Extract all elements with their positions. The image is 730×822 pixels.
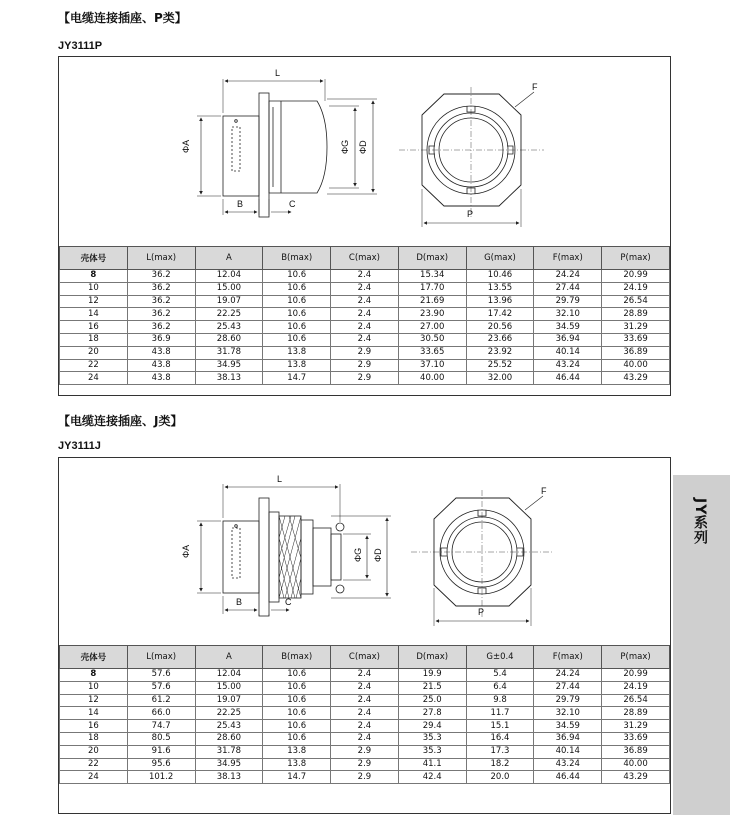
table-cell: 31.29	[602, 720, 670, 733]
table-cell: 35.3	[398, 732, 466, 745]
table-cell: 11.7	[466, 707, 534, 720]
table-cell: 38.13	[195, 372, 263, 385]
table-cell: 31.78	[195, 346, 263, 359]
table-cell: 26.54	[602, 295, 670, 308]
table-row	[60, 359, 670, 372]
table-cell: 43.24	[534, 758, 602, 771]
table-cell: 74.7	[127, 720, 195, 733]
table-cell: 2.9	[331, 771, 399, 784]
table-row	[60, 707, 670, 720]
table-cell: 2.4	[331, 669, 399, 682]
table-cell: 10.6	[263, 295, 331, 308]
table-cell: 24	[60, 771, 128, 784]
table-cell: 34.59	[534, 720, 602, 733]
table-cell: 20.56	[466, 321, 534, 334]
table-cell: 2.4	[331, 270, 399, 283]
table-cell: 35.3	[398, 745, 466, 758]
table-cell: 10.6	[263, 669, 331, 682]
column-header: D(max)	[398, 646, 466, 669]
flange	[259, 498, 269, 616]
table-cell: 36.2	[127, 295, 195, 308]
table-cell: 33.69	[602, 333, 670, 346]
table-cell: 31.78	[195, 745, 263, 758]
table-cell: 43.8	[127, 346, 195, 359]
table-cell: 2.9	[331, 758, 399, 771]
table-cell: 101.2	[127, 771, 195, 784]
table-cell: 24.24	[534, 270, 602, 283]
table-cell: 24	[60, 372, 128, 385]
table-cell: 19.9	[398, 669, 466, 682]
table-cell: 15.34	[398, 270, 466, 283]
flange	[259, 93, 269, 217]
section1-title: 【电缆连接插座、P类】	[58, 11, 187, 25]
column-header: F(max)	[534, 247, 602, 270]
table-cell: 25.43	[195, 321, 263, 334]
label-G: ΦG	[340, 139, 350, 154]
table-cell: 66.0	[127, 707, 195, 720]
table-cell: 18	[60, 732, 128, 745]
table-cell: 33.69	[602, 732, 670, 745]
table-cell: 20	[60, 745, 128, 758]
table-cell: 46.44	[534, 372, 602, 385]
table-cell: 40.14	[534, 346, 602, 359]
table-cell: 2.4	[331, 720, 399, 733]
table-cell: 15.00	[195, 681, 263, 694]
column-header: A	[195, 247, 263, 270]
table-cell: 32.00	[466, 372, 534, 385]
table-cell: 2.9	[331, 372, 399, 385]
label-A: ΦA	[181, 544, 191, 558]
table-cell: 24.24	[534, 669, 602, 682]
table-cell: 80.5	[127, 732, 195, 745]
table-header-row	[60, 646, 670, 669]
table-cell: 28.89	[602, 707, 670, 720]
table-cell: 36.94	[534, 333, 602, 346]
table-cell: 13.96	[466, 295, 534, 308]
table-cell: 2.4	[331, 282, 399, 295]
table-cell: 13.8	[263, 758, 331, 771]
table-cell: 8	[60, 270, 128, 283]
table-cell: 13.8	[263, 346, 331, 359]
table-row	[60, 758, 670, 771]
rear-body	[223, 116, 259, 196]
table-header-row	[60, 247, 670, 270]
label-P: P	[467, 209, 474, 219]
table-cell: 20	[60, 346, 128, 359]
table-cell: 8	[60, 669, 128, 682]
column-header: L(max)	[127, 646, 195, 669]
label-L: L	[277, 474, 283, 484]
table-cell: 43.8	[127, 359, 195, 372]
table-cell: 25.43	[195, 720, 263, 733]
label-B: B	[236, 597, 243, 607]
column-header: G(max)	[466, 247, 534, 270]
table-cell: 95.6	[127, 758, 195, 771]
table-cell: 13.8	[263, 745, 331, 758]
section2-title: 【电缆连接插座、J类】	[58, 414, 183, 428]
column-header: 壳体号	[60, 646, 128, 669]
front-shell	[269, 101, 327, 193]
section2-panel	[58, 457, 671, 814]
table-cell: 12	[60, 295, 128, 308]
table-cell: 12.04	[195, 270, 263, 283]
table-cell: 28.60	[195, 333, 263, 346]
column-header: B(max)	[263, 247, 331, 270]
table-row	[60, 270, 670, 283]
label-C: C	[289, 199, 296, 209]
table-cell: 6.4	[466, 681, 534, 694]
table-cell: 28.60	[195, 732, 263, 745]
table-cell: 46.44	[534, 771, 602, 784]
table-cell: 2.4	[331, 321, 399, 334]
spec-table-p	[59, 246, 670, 385]
table-cell: 43.24	[534, 359, 602, 372]
table-cell: 12.04	[195, 669, 263, 682]
table-cell: 10.6	[263, 707, 331, 720]
table-cell: 16	[60, 321, 128, 334]
table-cell: 36.2	[127, 321, 195, 334]
table-cell: 36.2	[127, 308, 195, 321]
table-cell: 19.07	[195, 295, 263, 308]
label-P: P	[478, 607, 485, 617]
table-cell: 34.59	[534, 321, 602, 334]
table-cell: 15.00	[195, 282, 263, 295]
label-B: B	[237, 199, 244, 209]
table-cell: 18.2	[466, 758, 534, 771]
table-cell: 2.4	[331, 333, 399, 346]
table-cell: 23.66	[466, 333, 534, 346]
table-cell: 10.6	[263, 308, 331, 321]
table-cell: 29.4	[398, 720, 466, 733]
table-row	[60, 308, 670, 321]
table-row	[60, 745, 670, 758]
table-cell: 14	[60, 308, 128, 321]
table-cell: 23.90	[398, 308, 466, 321]
table-cell: 91.6	[127, 745, 195, 758]
table-cell: 32.10	[534, 707, 602, 720]
table-cell: 23.92	[466, 346, 534, 359]
table-cell: 14.7	[263, 372, 331, 385]
table-cell: 17.3	[466, 745, 534, 758]
table-cell: 16.4	[466, 732, 534, 745]
table-cell: 18	[60, 333, 128, 346]
table-cell: 29.79	[534, 295, 602, 308]
label-C: C	[285, 597, 292, 607]
table-cell: 29.79	[534, 694, 602, 707]
table-row	[60, 372, 670, 385]
table-cell: 61.2	[127, 694, 195, 707]
table-cell: 2.9	[331, 346, 399, 359]
table-row	[60, 321, 670, 334]
side-tab-label: JY系列	[692, 498, 708, 546]
table-cell: 33.65	[398, 346, 466, 359]
table-cell: 17.70	[398, 282, 466, 295]
table-cell: 17.42	[466, 308, 534, 321]
table-cell: 21.5	[398, 681, 466, 694]
column-header: G±0.4	[466, 646, 534, 669]
table-cell: 22	[60, 359, 128, 372]
column-header: C(max)	[331, 646, 399, 669]
table-cell: 2.4	[331, 694, 399, 707]
table-cell: 27.00	[398, 321, 466, 334]
table-cell: 22.25	[195, 707, 263, 720]
table-cell: 36.9	[127, 333, 195, 346]
connector-p-drawing	[59, 57, 670, 247]
column-header: P(max)	[602, 646, 670, 669]
table-cell: 19.07	[195, 694, 263, 707]
section1-panel	[58, 56, 671, 396]
table-cell: 22	[60, 758, 128, 771]
table-cell: 10.6	[263, 270, 331, 283]
table-cell: 24.19	[602, 681, 670, 694]
table-row	[60, 771, 670, 784]
table-cell: 38.13	[195, 771, 263, 784]
table-cell: 13.8	[263, 359, 331, 372]
table-cell: 2.4	[331, 707, 399, 720]
column-header: L(max)	[127, 247, 195, 270]
table-cell: 5.4	[466, 669, 534, 682]
column-header: B(max)	[263, 646, 331, 669]
table-cell: 2.9	[331, 745, 399, 758]
table-cell: 10.6	[263, 333, 331, 346]
table-cell: 10.6	[263, 694, 331, 707]
table-cell: 22.25	[195, 308, 263, 321]
spec-table-j	[59, 645, 670, 784]
table-cell: 27.44	[534, 681, 602, 694]
table-cell: 24.19	[602, 282, 670, 295]
table-cell: 43.8	[127, 372, 195, 385]
label-D: ΦD	[373, 548, 383, 562]
table-cell: 14	[60, 707, 128, 720]
table-cell: 12	[60, 694, 128, 707]
table-cell: 10	[60, 681, 128, 694]
table-cell: 21.69	[398, 295, 466, 308]
table-cell: 28.89	[602, 308, 670, 321]
table-cell: 10.6	[263, 321, 331, 334]
table-cell: 57.6	[127, 669, 195, 682]
table-cell: 20.99	[602, 669, 670, 682]
table-cell: 10.6	[263, 720, 331, 733]
table-row	[60, 681, 670, 694]
table-cell: 10.46	[466, 270, 534, 283]
table-cell: 43.29	[602, 771, 670, 784]
label-A: ΦA	[181, 139, 191, 153]
label-F: F	[541, 486, 547, 496]
table-cell: 27.8	[398, 707, 466, 720]
table-cell: 30.50	[398, 333, 466, 346]
table-cell: 2.4	[331, 732, 399, 745]
label-G: ΦG	[353, 547, 363, 562]
table-cell: 43.29	[602, 372, 670, 385]
connector-j-drawing	[59, 458, 670, 646]
section2-model: JY3111J	[58, 440, 101, 452]
table-cell: 20.99	[602, 270, 670, 283]
table-row	[60, 694, 670, 707]
table-row	[60, 669, 670, 682]
table-cell: 31.29	[602, 321, 670, 334]
table-cell: 40.00	[602, 359, 670, 372]
table-cell: 41.1	[398, 758, 466, 771]
column-header: D(max)	[398, 247, 466, 270]
column-header: C(max)	[331, 247, 399, 270]
table-cell: 36.2	[127, 282, 195, 295]
table-cell: 15.1	[466, 720, 534, 733]
table-cell: 16	[60, 720, 128, 733]
table-cell: 57.6	[127, 681, 195, 694]
table-cell: 13.55	[466, 282, 534, 295]
label-L: L	[275, 68, 281, 78]
table-cell: 25.52	[466, 359, 534, 372]
table-cell: 25.0	[398, 694, 466, 707]
table-row	[60, 295, 670, 308]
table-cell: 34.95	[195, 758, 263, 771]
table-cell: 40.00	[398, 372, 466, 385]
table-cell: 9.8	[466, 694, 534, 707]
table-cell: 27.44	[534, 282, 602, 295]
table-cell: 36.94	[534, 732, 602, 745]
table-cell: 14.7	[263, 771, 331, 784]
table-cell: 34.95	[195, 359, 263, 372]
table-cell: 36.89	[602, 346, 670, 359]
table-row	[60, 282, 670, 295]
table-cell: 2.4	[331, 308, 399, 321]
table-cell: 2.4	[331, 681, 399, 694]
table-cell: 36.2	[127, 270, 195, 283]
rear-body	[223, 521, 259, 593]
label-D: ΦD	[358, 140, 368, 154]
table-cell: 42.4	[398, 771, 466, 784]
table-row	[60, 346, 670, 359]
table-cell: 37.10	[398, 359, 466, 372]
column-header: P(max)	[602, 247, 670, 270]
table-cell: 36.89	[602, 745, 670, 758]
table-cell: 2.9	[331, 359, 399, 372]
section1-model: JY3111P	[58, 40, 103, 52]
table-cell: 20.0	[466, 771, 534, 784]
column-header: 壳体号	[60, 247, 128, 270]
table-cell: 40.00	[602, 758, 670, 771]
table-cell: 32.10	[534, 308, 602, 321]
label-F: F	[532, 82, 538, 92]
table-cell: 10.6	[263, 732, 331, 745]
table-cell: 10	[60, 282, 128, 295]
table-cell: 26.54	[602, 694, 670, 707]
table-cell: 2.4	[331, 295, 399, 308]
table-row	[60, 333, 670, 346]
column-header: F(max)	[534, 646, 602, 669]
table-row	[60, 720, 670, 733]
table-row	[60, 732, 670, 745]
table-cell: 40.14	[534, 745, 602, 758]
table-cell: 10.6	[263, 282, 331, 295]
table-cell: 10.6	[263, 681, 331, 694]
column-header: A	[195, 646, 263, 669]
